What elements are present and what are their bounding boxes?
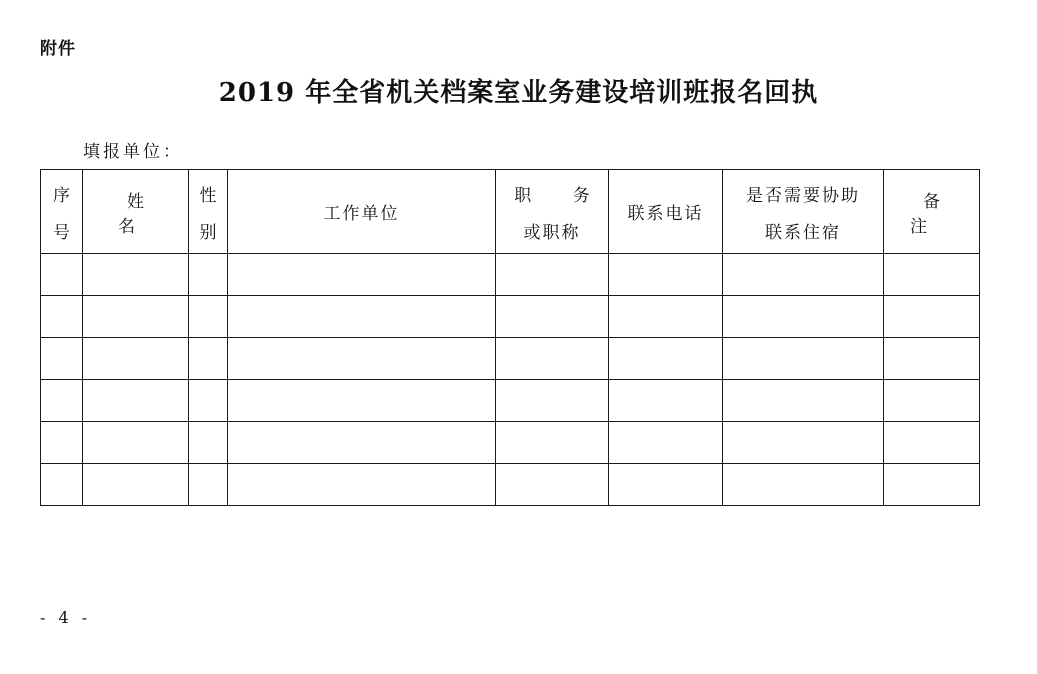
cell-gender[interactable] xyxy=(189,296,228,338)
cell-remarks[interactable] xyxy=(884,464,980,506)
table-header-row xyxy=(41,170,980,254)
cell-name[interactable] xyxy=(83,422,189,464)
cell-phone[interactable] xyxy=(609,380,723,422)
cell-serial[interactable] xyxy=(41,422,83,464)
cell-remarks[interactable] xyxy=(884,254,980,296)
cell-work-unit[interactable] xyxy=(228,296,496,338)
page-number: - 4 - xyxy=(40,608,92,627)
header-phone-label: 联系电话 xyxy=(627,204,704,224)
table-row xyxy=(41,380,980,422)
cell-position[interactable] xyxy=(496,464,609,506)
header-gender-line2: 别 xyxy=(199,222,217,243)
cell-work-unit[interactable] xyxy=(228,422,496,464)
attachment-label: 附件 xyxy=(40,39,76,59)
cell-name[interactable] xyxy=(83,296,189,338)
header-remarks xyxy=(884,170,980,254)
reporting-unit-label: 填报单位： xyxy=(83,142,183,162)
cell-gender[interactable] xyxy=(189,422,228,464)
cell-name[interactable] xyxy=(83,380,189,422)
cell-phone[interactable] xyxy=(609,464,723,506)
header-gender xyxy=(189,170,228,254)
header-work-unit xyxy=(228,170,496,254)
header-remarks-label: 备 注 xyxy=(910,191,966,237)
table-row xyxy=(41,464,980,506)
cell-gender[interactable] xyxy=(189,254,228,296)
cell-work-unit[interactable] xyxy=(228,464,496,506)
table-row xyxy=(41,296,980,338)
cell-name[interactable] xyxy=(83,338,189,380)
cell-position[interactable] xyxy=(496,338,609,380)
cell-gender[interactable] xyxy=(189,338,228,380)
cell-position[interactable] xyxy=(496,254,609,296)
header-gender-line1: 性 xyxy=(199,185,217,206)
cell-serial[interactable] xyxy=(41,380,83,422)
table-row xyxy=(41,254,980,296)
cell-remarks[interactable] xyxy=(884,380,980,422)
header-lodging-line2: 联系住宿 xyxy=(765,222,841,243)
cell-lodging[interactable] xyxy=(723,254,884,296)
header-name xyxy=(83,170,189,254)
header-position xyxy=(496,170,609,254)
cell-remarks[interactable] xyxy=(884,296,980,338)
header-lodging-line1: 是否需要协助 xyxy=(746,185,860,206)
header-work-unit-label: 工作单位 xyxy=(323,204,400,224)
cell-position[interactable] xyxy=(496,296,609,338)
cell-work-unit[interactable] xyxy=(228,254,496,296)
header-serial-line1: 序 xyxy=(53,185,70,206)
cell-phone[interactable] xyxy=(609,422,723,464)
header-position-line1: 职 务 xyxy=(514,185,608,206)
cell-lodging[interactable] xyxy=(723,380,884,422)
cell-position[interactable] xyxy=(496,380,609,422)
cell-position[interactable] xyxy=(496,422,609,464)
header-phone xyxy=(609,170,723,254)
cell-lodging[interactable] xyxy=(723,296,884,338)
table-row xyxy=(41,422,980,464)
header-serial-line2: 号 xyxy=(53,222,70,243)
cell-work-unit[interactable] xyxy=(228,338,496,380)
cell-name[interactable] xyxy=(83,464,189,506)
header-lodging xyxy=(723,170,884,254)
header-serial xyxy=(41,170,83,254)
cell-lodging[interactable] xyxy=(723,464,884,506)
registration-form-table xyxy=(40,169,980,506)
cell-gender[interactable] xyxy=(189,380,228,422)
cell-serial[interactable] xyxy=(41,464,83,506)
header-position-line2: 或职称 xyxy=(523,222,581,243)
cell-phone[interactable] xyxy=(609,254,723,296)
table-body xyxy=(41,254,980,506)
cell-phone[interactable] xyxy=(609,296,723,338)
cell-remarks[interactable] xyxy=(884,338,980,380)
document-title: 2019 年全省机关档案室业务建设培训班报名回执 xyxy=(218,78,819,108)
cell-gender[interactable] xyxy=(189,464,228,506)
cell-serial[interactable] xyxy=(41,338,83,380)
cell-serial[interactable] xyxy=(41,254,83,296)
cell-phone[interactable] xyxy=(609,338,723,380)
header-name-label: 姓 名 xyxy=(118,191,162,237)
cell-name[interactable] xyxy=(83,254,189,296)
cell-work-unit[interactable] xyxy=(228,380,496,422)
cell-lodging[interactable] xyxy=(723,338,884,380)
cell-lodging[interactable] xyxy=(723,422,884,464)
cell-serial[interactable] xyxy=(41,296,83,338)
table-row xyxy=(41,338,980,380)
cell-remarks[interactable] xyxy=(884,422,980,464)
